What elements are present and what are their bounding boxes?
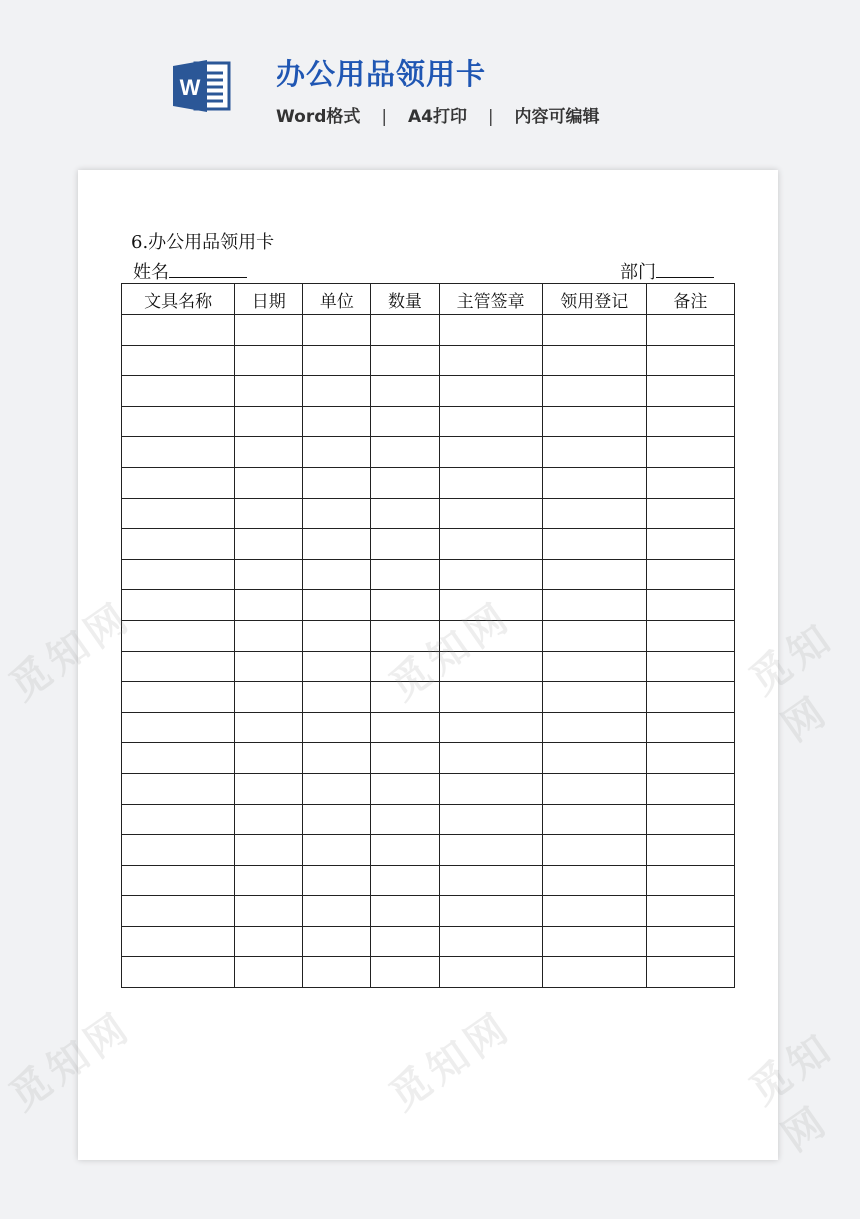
table-cell[interactable] — [371, 559, 439, 590]
table-row — [122, 620, 735, 651]
meta-format: Word格式 — [276, 107, 361, 127]
table-cell[interactable] — [122, 498, 235, 529]
table-cell[interactable] — [122, 345, 235, 376]
table-body — [122, 315, 735, 988]
table-cell[interactable] — [303, 896, 371, 927]
table-cell[interactable] — [303, 712, 371, 743]
table-cell[interactable] — [646, 590, 734, 621]
table-row — [122, 773, 735, 804]
table-cell[interactable] — [646, 467, 734, 498]
table-cell[interactable] — [303, 926, 371, 957]
department-blank-line[interactable] — [656, 261, 714, 278]
table-cell[interactable] — [439, 651, 542, 682]
table-cell[interactable] — [646, 651, 734, 682]
table-cell[interactable] — [371, 896, 439, 927]
table-cell[interactable] — [542, 804, 646, 835]
table-cell[interactable] — [542, 315, 646, 346]
table-cell[interactable] — [542, 773, 646, 804]
document-meta — [276, 102, 600, 127]
table-cell[interactable] — [646, 529, 734, 560]
table-cell[interactable] — [235, 773, 303, 804]
watermark: 觅知网 — [1, 1002, 141, 1120]
column-header-remarks: 备注 — [646, 284, 734, 315]
table-cell[interactable] — [303, 345, 371, 376]
table-cell[interactable] — [371, 315, 439, 346]
table-cell[interactable] — [235, 957, 303, 988]
table-cell[interactable] — [303, 315, 371, 346]
table-cell[interactable] — [542, 926, 646, 957]
table-cell[interactable] — [371, 926, 439, 957]
table-cell[interactable] — [439, 590, 542, 621]
table-cell[interactable] — [646, 498, 734, 529]
table-cell[interactable] — [542, 896, 646, 927]
table-row — [122, 712, 735, 743]
table-cell[interactable] — [371, 437, 439, 468]
table-cell[interactable] — [122, 896, 235, 927]
table-cell[interactable] — [646, 712, 734, 743]
table-cell[interactable] — [371, 712, 439, 743]
table-row — [122, 590, 735, 621]
table-row — [122, 682, 735, 713]
meta-print: A4打印 — [407, 107, 467, 127]
table-cell[interactable] — [235, 926, 303, 957]
table-row — [122, 804, 735, 835]
table-cell[interactable] — [122, 651, 235, 682]
table-cell[interactable] — [542, 957, 646, 988]
table-cell[interactable] — [542, 437, 646, 468]
table-cell[interactable] — [371, 804, 439, 835]
table-cell[interactable] — [303, 406, 371, 437]
table-cell[interactable] — [303, 590, 371, 621]
table-cell[interactable] — [542, 590, 646, 621]
department-label: 部门 — [620, 262, 656, 283]
table-cell[interactable] — [122, 773, 235, 804]
column-header-quantity: 数量 — [371, 284, 439, 315]
table-cell[interactable] — [542, 651, 646, 682]
table-cell[interactable] — [235, 804, 303, 835]
word-icon — [173, 58, 231, 114]
table-cell[interactable] — [439, 804, 542, 835]
page-header — [0, 0, 860, 170]
table-cell[interactable] — [371, 682, 439, 713]
table-cell[interactable] — [303, 743, 371, 774]
table-cell[interactable] — [122, 804, 235, 835]
table-cell[interactable] — [542, 467, 646, 498]
table-cell[interactable] — [439, 345, 542, 376]
table-row — [122, 529, 735, 560]
column-header-date: 日期 — [235, 284, 303, 315]
word-icon-letter: W — [179, 75, 201, 100]
table-cell[interactable] — [122, 529, 235, 560]
table-cell[interactable] — [439, 773, 542, 804]
table-cell[interactable] — [439, 406, 542, 437]
table-cell[interactable] — [235, 467, 303, 498]
table-cell[interactable] — [122, 315, 235, 346]
table-cell[interactable] — [303, 437, 371, 468]
meta-editable: 内容可编辑 — [514, 107, 600, 127]
table-cell[interactable] — [303, 804, 371, 835]
table-cell[interactable] — [122, 926, 235, 957]
table-row — [122, 406, 735, 437]
table-cell[interactable] — [439, 620, 542, 651]
table-cell[interactable] — [235, 406, 303, 437]
table-cell[interactable] — [371, 590, 439, 621]
table-cell[interactable] — [646, 376, 734, 407]
table-cell[interactable] — [646, 437, 734, 468]
table-cell[interactable] — [122, 620, 235, 651]
table-cell[interactable] — [542, 345, 646, 376]
table-cell[interactable] — [371, 620, 439, 651]
table-cell[interactable] — [303, 957, 371, 988]
table-row — [122, 315, 735, 346]
table-cell[interactable] — [439, 467, 542, 498]
table-cell[interactable] — [371, 467, 439, 498]
column-header-receipt-record: 领用登记 — [542, 284, 646, 315]
name-label: 姓名 — [133, 262, 169, 283]
table-cell[interactable] — [122, 957, 235, 988]
table-cell[interactable] — [235, 743, 303, 774]
table-cell[interactable] — [235, 315, 303, 346]
table-cell[interactable] — [303, 620, 371, 651]
table-cell[interactable] — [235, 345, 303, 376]
table-cell[interactable] — [235, 835, 303, 866]
table-cell[interactable] — [439, 376, 542, 407]
table-cell[interactable] — [371, 498, 439, 529]
form-title: 6.办公用品领用卡 — [131, 232, 275, 253]
table-cell[interactable] — [646, 804, 734, 835]
table-cell[interactable] — [235, 529, 303, 560]
table-cell[interactable] — [439, 865, 542, 896]
table-cell[interactable] — [542, 620, 646, 651]
table-cell[interactable] — [122, 743, 235, 774]
table-cell[interactable] — [235, 559, 303, 590]
table-cell[interactable] — [646, 743, 734, 774]
table-row — [122, 437, 735, 468]
meta-separator: | — [487, 107, 494, 127]
table-cell[interactable] — [371, 835, 439, 866]
table-cell[interactable] — [371, 743, 439, 774]
table-row — [122, 345, 735, 376]
table-row — [122, 957, 735, 988]
table-cell[interactable] — [303, 682, 371, 713]
table-cell[interactable] — [122, 865, 235, 896]
table-cell[interactable] — [235, 376, 303, 407]
table-row — [122, 896, 735, 927]
table-header-row — [122, 284, 735, 315]
table-cell[interactable] — [303, 651, 371, 682]
name-blank-line[interactable] — [169, 261, 247, 278]
table-row — [122, 926, 735, 957]
table-row — [122, 651, 735, 682]
document-page — [78, 170, 778, 1160]
table-cell[interactable] — [122, 682, 235, 713]
table-cell[interactable] — [235, 712, 303, 743]
table-cell[interactable] — [542, 682, 646, 713]
table-cell[interactable] — [122, 437, 235, 468]
table-cell[interactable] — [235, 498, 303, 529]
table-cell[interactable] — [439, 835, 542, 866]
column-header-supervisor-seal: 主管签章 — [439, 284, 542, 315]
table-cell[interactable] — [646, 957, 734, 988]
table-cell[interactable] — [235, 682, 303, 713]
table-cell[interactable] — [439, 498, 542, 529]
table-row — [122, 865, 735, 896]
table-cell[interactable] — [646, 773, 734, 804]
page-title: 办公用品领用卡 — [276, 57, 487, 91]
table-cell[interactable] — [542, 712, 646, 743]
table-cell[interactable] — [371, 865, 439, 896]
table-cell[interactable] — [371, 406, 439, 437]
watermark: 觅知网 — [741, 1023, 844, 1161]
watermark: 觅知网 — [1, 592, 141, 710]
table-cell[interactable] — [542, 498, 646, 529]
table-cell[interactable] — [439, 712, 542, 743]
table-cell[interactable] — [439, 896, 542, 927]
table-cell[interactable] — [646, 620, 734, 651]
table-cell[interactable] — [371, 376, 439, 407]
table-cell[interactable] — [303, 467, 371, 498]
watermark: 觅知网 — [741, 613, 844, 751]
table-row — [122, 559, 735, 590]
table-cell[interactable] — [646, 315, 734, 346]
table-cell[interactable] — [303, 835, 371, 866]
table-cell[interactable] — [371, 529, 439, 560]
table-cell[interactable] — [371, 957, 439, 988]
meta-separator: | — [381, 107, 388, 127]
table-cell[interactable] — [235, 620, 303, 651]
column-header-unit: 单位 — [303, 284, 371, 315]
table-cell[interactable] — [371, 773, 439, 804]
table-cell[interactable] — [646, 926, 734, 957]
column-header-item-name: 文具名称 — [122, 284, 235, 315]
table-cell[interactable] — [122, 559, 235, 590]
table-cell[interactable] — [122, 376, 235, 407]
table-cell[interactable] — [439, 743, 542, 774]
table-cell[interactable] — [439, 957, 542, 988]
table-row — [122, 376, 735, 407]
table-cell[interactable] — [542, 529, 646, 560]
supply-table — [121, 283, 735, 988]
table-cell[interactable] — [646, 682, 734, 713]
table-cell[interactable] — [235, 896, 303, 927]
table-cell[interactable] — [439, 926, 542, 957]
table-row — [122, 467, 735, 498]
table-row — [122, 835, 735, 866]
table-cell[interactable] — [122, 590, 235, 621]
department-field — [620, 258, 714, 284]
table-cell[interactable] — [542, 376, 646, 407]
table-cell[interactable] — [303, 376, 371, 407]
table-cell[interactable] — [439, 437, 542, 468]
table-cell[interactable] — [439, 315, 542, 346]
table-cell[interactable] — [235, 437, 303, 468]
table-cell[interactable] — [439, 529, 542, 560]
table-cell[interactable] — [122, 467, 235, 498]
table-cell[interactable] — [303, 865, 371, 896]
table-cell[interactable] — [542, 559, 646, 590]
table-cell[interactable] — [646, 896, 734, 927]
name-field — [133, 258, 247, 284]
table-cell[interactable] — [303, 498, 371, 529]
table-cell[interactable] — [303, 559, 371, 590]
table-cell[interactable] — [235, 651, 303, 682]
table-cell[interactable] — [439, 559, 542, 590]
table-cell[interactable] — [303, 529, 371, 560]
table-cell[interactable] — [235, 590, 303, 621]
table-cell[interactable] — [542, 865, 646, 896]
table-cell[interactable] — [303, 773, 371, 804]
table-cell[interactable] — [646, 559, 734, 590]
table-cell[interactable] — [542, 406, 646, 437]
table-cell[interactable] — [122, 712, 235, 743]
table-cell[interactable] — [122, 406, 235, 437]
table-cell[interactable] — [371, 651, 439, 682]
table-cell[interactable] — [542, 743, 646, 774]
table-cell[interactable] — [122, 835, 235, 866]
table-cell[interactable] — [646, 835, 734, 866]
table-cell[interactable] — [235, 865, 303, 896]
table-row — [122, 743, 735, 774]
table-cell[interactable] — [646, 345, 734, 376]
table-cell[interactable] — [371, 345, 439, 376]
table-cell[interactable] — [646, 406, 734, 437]
table-row — [122, 498, 735, 529]
table-cell[interactable] — [439, 682, 542, 713]
table-cell[interactable] — [542, 835, 646, 866]
table-cell[interactable] — [646, 865, 734, 896]
